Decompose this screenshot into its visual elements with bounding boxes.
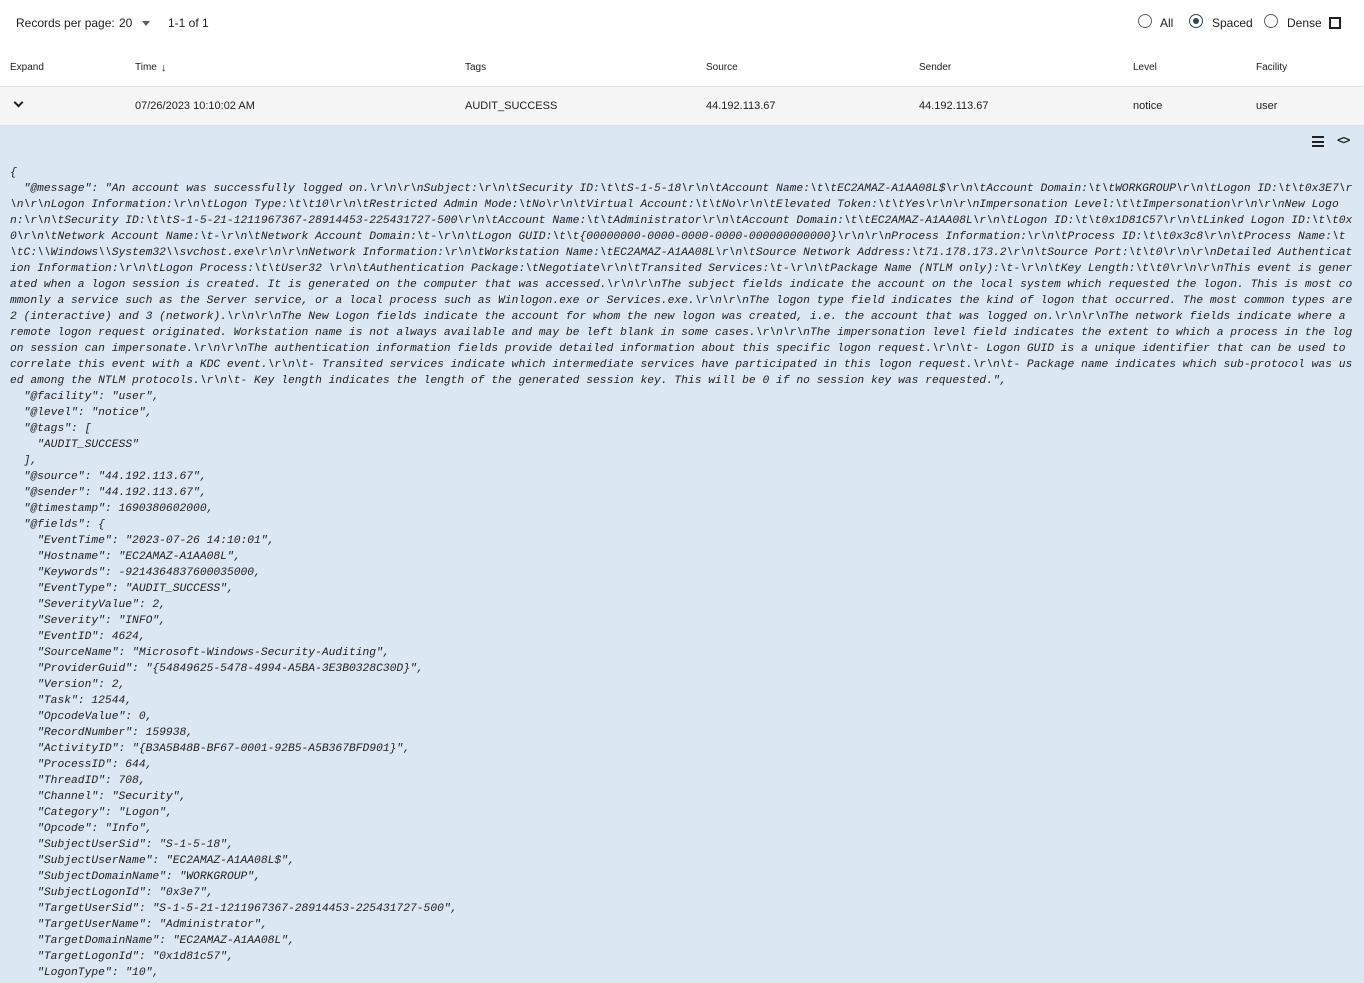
view-mode-all-radio[interactable] bbox=[1138, 14, 1152, 28]
code-view-icon[interactable]: <> bbox=[1337, 133, 1350, 147]
expand-chevron-icon[interactable] bbox=[13, 100, 23, 110]
column-header-time[interactable] bbox=[135, 62, 166, 74]
row-time: 07/26/2023 10:10:02 AM bbox=[135, 100, 255, 112]
row-tags: AUDIT_SUCCESS bbox=[465, 100, 558, 112]
column-header-level[interactable]: Level bbox=[1133, 62, 1157, 73]
json-viewer: { "@message": "An account was successfully logged on.\r\n\r\nSubject:\r\n\tSecurity ID:\t\tS-1-5-18\r\n\tAccount Name:\t\tEC2AMAZ-A1AA08L$\r\n\tAccount Domain:\t\tWORKGROUP\r\n\tLogon ID:\t\t0x3E7\r\n\r\nLogon Information:\r\n\tLogon Type:\t\t10\r\n\tRestricted Admin Mode:\tNo\r\n\tVirtual Account:\t\tNo\r\n\tElevated Token:\t\tYes\r\n\r\nImpersonation Level:\t\tImpersonation\r\n\r\nNew Logon:\r\n\tSecurity ID:\t\tS-1-5-21-1211967367-28914453-225431727-500\r\n\tAccount Name:\t\tAdministrator\r\n\tAccount Domain:\t\tEC2AMAZ-A1AA08L\r\n\tLogon ID:\t\t0x1D81C57\r\n\tLinked Logon ID:\t\t0x0\r\n\tNetwork Account Name:\t-\r\n\tNetwork Account Domain:\t-\r\n\tLogon GUID:\t\t{00000000-0000-0000-0000-000000000000}\r\n\r\nProcess Information:\r\n\tProcess ID:\t\t0x3c8\r\n\tProcess Name:\t\tC:\\Windows\\System32\\svchost.exe\r\n\r\nNetwork Information:\r\n\tWorkstation Name:\tEC2AMAZ-A1AA08L\r\n\tSource Network Address:\t71.178.173.2\r\n\tSource Port:\t\t0\r\n\r\nDetailed Authentication Information:\r\n\tLogon Process:\t\tUser32 \r\n\tAuthentication Package:\tNegotiate\r\n\tTransited Services:\t-\r\n\tPackage Name (NTLM only):\t-\r\n\tKey Length:\t\t0\r\n\r\nThis event is generated when a logon session is created. It is generated on the computer that was accessed.\r\n\r\nThe subject fields indicate the account on the local system which requested the logon. This is most commonly a service such as the Server service, or a local process such as Winlogon.exe or Services.exe.\r\n\r\nThe logon type field indicates the kind of logon that occurred. The most common types are 2 (interactive) and 3 (network).\r\n\r\nThe New Logon fields indicate the account for whom the new logon was created, i.e. the account that was logged on.\r\n\r\nThe network fields indicate where a remote logon request originated. Workstation name is not always available and may be left blank in some cases.\r\n\r\nThe impersonation level field indicates the extent to which a process in the logon session can impersonate.\r\n\r\nThe authentication information fields provide detailed information about this specific logon request.\r\n\t- Logon GUID is a unique identifier that can be used to correlate this event with a KDC event.\r\n\t- Transited services indicate which intermediate services have participated in this logon request.\r\n\t- Package name indicates which sub-protocol was used among the NTLM protocols.\r\n\t- Key length indicates the length of the generated session key. This will be 0 if no session key was requested.", "@facility": "user", "@level": "notice", "@tags": [ "AUDIT_SUCCESS" ], "@source": "44.192.113.67", "@sender": "44.192.113.67", "@timestamp": 1690380602000, "@fields": { "EventTime": "2023-07-26 14:10:01", "Hostname": "EC2AMAZ-A1AA08L", "Keywords": -9214364837600035000, "EventType": "AUDIT_SUCCESS", "SeverityValue": 2, "Severity": "INFO", "EventID": 4624, "SourceName": "Microsoft-Windows-Security-Auditing", "ProviderGuid": "{54849625-5478-4994-A5BA-3E3B0328C30D}", "Version": 2, "Task": 12544, "OpcodeValue": 0, "RecordNumber": 159938, "ActivityID": "{B3A5B48B-BF67-0001-92B5-A5B367BFD901}", "ProcessID": 644, "ThreadID": 708, "Channel": "Security", "Category": "Logon", "Opcode": "Info", "SubjectUserSid": "S-1-5-18", "SubjectUserName": "EC2AMAZ-A1AA08L$", "SubjectDomainName": "WORKGROUP", "SubjectLogonId": "0x3e7", "TargetUserSid": "S-1-5-21-1211967367-28914453-225431727-500", "TargetUserName": "Administrator", "TargetDomainName": "EC2AMAZ-A1AA08L", "TargetLogonId": "0x1d81c57", "LogonType": "10", bbox=[10, 167, 1353, 979]
list-view-icon[interactable] bbox=[1312, 136, 1324, 147]
records-per-page-select[interactable]: 20 bbox=[119, 16, 133, 30]
page-range-text: 1-1 of 1 bbox=[168, 16, 209, 30]
column-header-facility[interactable]: Facility bbox=[1256, 62, 1288, 73]
column-header-source[interactable]: Source bbox=[706, 62, 738, 73]
view-mode-dense-label[interactable]: Dense bbox=[1287, 16, 1322, 30]
row-sender: 44.192.113.67 bbox=[919, 100, 989, 112]
records-per-page-label: Records per page: bbox=[16, 16, 115, 30]
fullscreen-icon[interactable] bbox=[1329, 17, 1341, 29]
row-source: 44.192.113.67 bbox=[706, 100, 776, 112]
column-header-time-label[interactable]: Time bbox=[135, 62, 157, 73]
column-header-sender[interactable]: Sender bbox=[919, 62, 952, 73]
row-level: notice bbox=[1133, 100, 1163, 112]
view-mode-all-label[interactable]: All bbox=[1160, 16, 1174, 30]
table-header bbox=[0, 48, 1364, 87]
expanded-detail-panel bbox=[0, 126, 1364, 983]
view-mode-dense-radio[interactable] bbox=[1264, 14, 1278, 28]
pagination-toolbar bbox=[0, 0, 1364, 46]
column-header-tags[interactable]: Tags bbox=[465, 62, 487, 73]
table-row[interactable] bbox=[0, 87, 1364, 126]
chevron-down-icon[interactable] bbox=[142, 21, 150, 26]
view-mode-spaced-radio[interactable] bbox=[1189, 14, 1203, 28]
column-header-expand: Expand bbox=[10, 62, 44, 73]
row-facility: user bbox=[1256, 100, 1278, 112]
view-mode-spaced-label[interactable]: Spaced bbox=[1212, 16, 1253, 30]
sort-arrow-down-icon[interactable]: ↓ bbox=[160, 62, 167, 74]
